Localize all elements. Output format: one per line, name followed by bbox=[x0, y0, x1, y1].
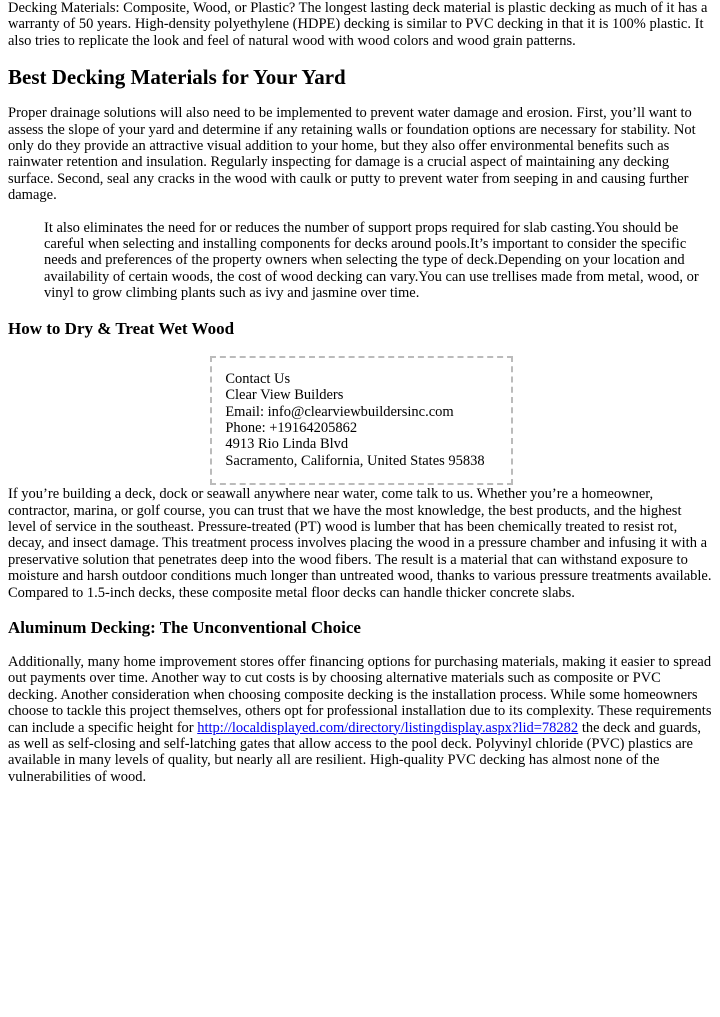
intro-paragraph: Decking Materials: Composite, Wood, or Plastic? The longest lasting deck material is plastic decking as much of it has a warranty of 50 years. High-density polyethylene (HDPE) decking is similar to PVC decking in that it is 100% plastic. It also tries to replicate the look and feel of natural wood with wood colors and wood grain patterns. bbox=[8, 0, 708, 49]
drainage-paragraph: Proper drainage solutions will also need to be implemented to prevent water damage and erosion. First, you’ll want to assess the slope of your yard and determine if any retaining walls or foundation options are necessary for stability. Not only do they provide an attractive visual addition to your home, but they also offer environmental benefits such as rainwater retention and insulation. Regularly inspecting for damage is a crucial aspect of maintaining any decking surface. Second, seal any cracks in the wood with caulk or putty to prevent water from seeping in and causing further damage. bbox=[8, 105, 696, 204]
heading-aluminum-decking: Aluminum Decking: The Unconventional Choice bbox=[8, 617, 361, 637]
contact-street: 4913 Rio Linda Blvd bbox=[225, 436, 349, 453]
directory-link[interactable]: http://localdisplayed.com/directory/listingdisplay.aspx?lid=78282 bbox=[197, 719, 579, 736]
contact-city: Sacramento, California, United States 95838 bbox=[225, 452, 485, 469]
heading-dry-wood: How to Dry & Treat Wet Wood bbox=[8, 318, 235, 338]
deck-building-paragraph: If you’re building a deck, dock or seawall anywhere near water, come talk to us. Whether you’re a homeowner, contractor, marina, or golf course, you can trust that we have the most knowledge, the best products, and the highest level of service in the southeast. Pressure-treated (PT) wood is lumber that has been chemically treated to resist rot, decay, and insect damage. This treatment process involves placing the wood in a pressure chamber and infusing it with a preservative solution that penetrates deep into the wood fibers. The result is a material that can withstand exposure to moisture and harsh outdoor conditions much longer than untreated wood, thanks to various pressure treatments available. Compared to 1.5-inch decks, these composite metal floor decks can handle thicker concrete slabs. bbox=[8, 486, 712, 601]
aluminum-paragraph bbox=[8, 654, 712, 785]
contact-phone: Phone: +19164205862 bbox=[225, 419, 358, 436]
contact-title: Contact Us bbox=[225, 370, 291, 387]
contact-company: Clear View Builders bbox=[225, 387, 344, 404]
aluminum-text-after: the deck and guards, as well as self-closing and self-latching gates that allow access to the pool deck. Polyvinyl chloride (PVC) plastics are available in many levels of quality, but nearly all are resilient. High-quality PVC decking has almost none of the vulnerabilities of wood. bbox=[8, 719, 701, 785]
aluminum-text-before: Additionally, many home improvement stores offer financing options for purchasing materials, making it easier to spread out payments over time. Another way to cut costs is by choosing alternative materials such as composite or PVC decking. Another consideration when choosing composite decking is the installation process. While some homeowners choose to tackle this project themselves, others opt for professional installation due to its complexity. These requirements can include a specific height for bbox=[8, 653, 712, 736]
contact-wrapper bbox=[8, 356, 712, 485]
heading-best-decking: Best Decking Materials for Your Yard bbox=[8, 65, 346, 90]
quote-block: It also eliminates the need for or reduces the number of support props required for slab casting.You should be careful when selecting and installing components for decks around pools.It’s important to consider the specific needs and preferences of the property owners when selecting the type of deck.Depending on your location and availability of certain woods, the cost of wood decking can vary.You can use trellises made from metal, wood, or vinyl to grow climbing plants such as ivy and jasmine over time. bbox=[44, 219, 699, 302]
contact-box bbox=[210, 356, 512, 485]
contact-email: Email: info@clearviewbuildersinc.com bbox=[225, 403, 454, 420]
